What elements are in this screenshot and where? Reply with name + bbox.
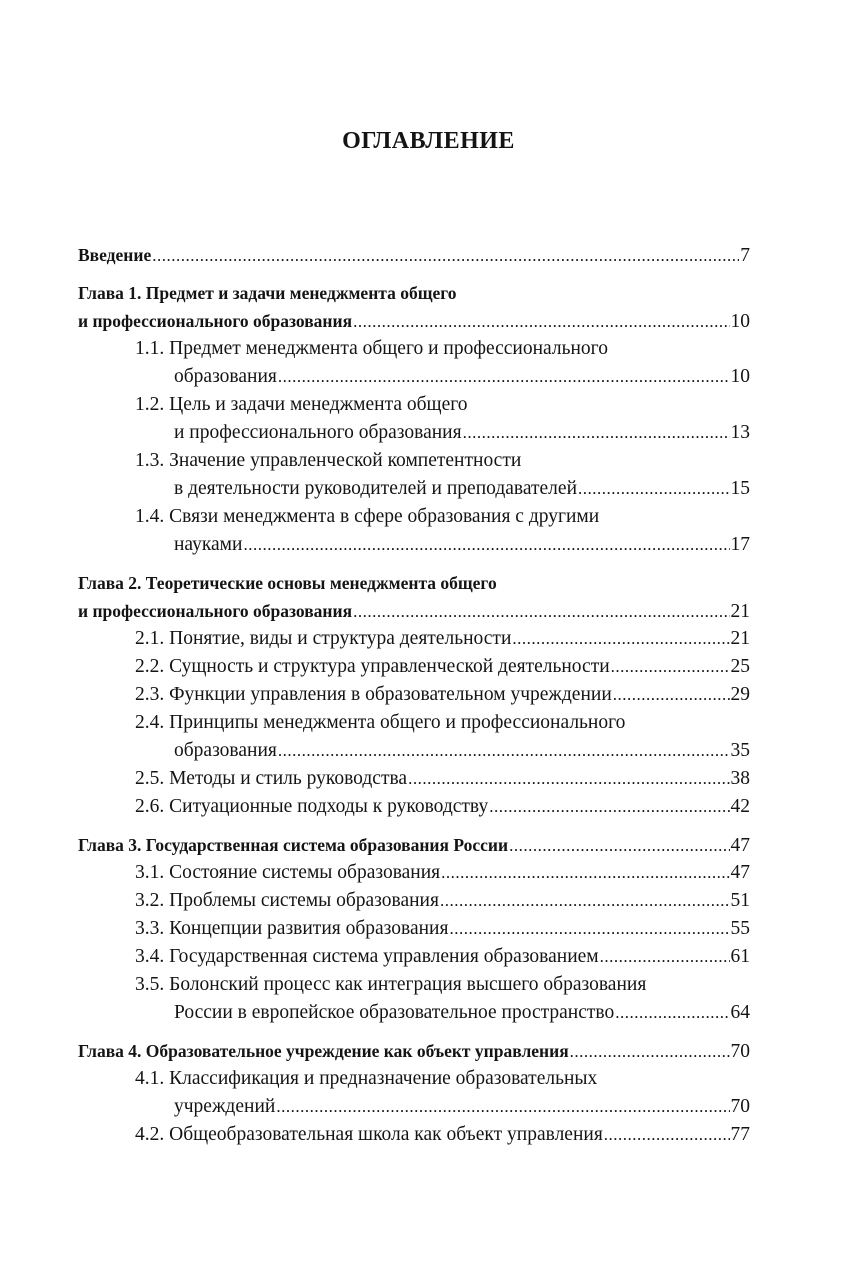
page-number: 51 bbox=[730, 890, 750, 911]
page-number: 25 bbox=[730, 656, 750, 677]
section-2-5[interactable] bbox=[78, 765, 750, 793]
entry-title: Глава 4. Образовательное учреждение как объект управления bbox=[78, 1041, 569, 1061]
page-number: 7 bbox=[740, 245, 750, 266]
entry-title: 2.1. Понятие, виды и структура деятельности bbox=[135, 628, 512, 649]
chapter-2-heading-continued[interactable] bbox=[78, 597, 750, 625]
page-number: 42 bbox=[730, 796, 750, 817]
dot-leader bbox=[512, 625, 729, 653]
page-number: 55 bbox=[730, 918, 750, 939]
page-number: 35 bbox=[730, 740, 750, 761]
chapter-1-heading[interactable] bbox=[78, 279, 750, 307]
entry-title: 1.2. Цель и задачи менеджмента общего bbox=[135, 394, 468, 415]
page-number: 47 bbox=[730, 862, 750, 883]
dot-leader bbox=[440, 887, 730, 915]
dot-leader bbox=[509, 832, 729, 860]
entry-title: 3.2. Проблемы системы образования bbox=[135, 890, 439, 911]
page-number: 47 bbox=[730, 835, 750, 856]
section-1-1[interactable] bbox=[78, 335, 750, 363]
entry-title: науками bbox=[174, 534, 243, 555]
section-3-3[interactable] bbox=[78, 915, 750, 943]
section-2-3[interactable] bbox=[78, 681, 750, 709]
entry-title: 4.1. Классификация и предназначение образовательных bbox=[135, 1068, 598, 1089]
entry-title: 2.2. Сущность и структура управленческой деятельности bbox=[135, 656, 610, 677]
page-number: 77 bbox=[730, 1124, 750, 1145]
entry-title: 2.5. Методы и стиль руководства bbox=[135, 768, 408, 789]
entry-title: 1.4. Связи менеджмента в сфере образования с другими bbox=[135, 506, 600, 527]
section-2-2[interactable] bbox=[78, 653, 750, 681]
section-3-4[interactable] bbox=[78, 943, 750, 971]
dot-leader bbox=[570, 1038, 730, 1066]
dot-leader bbox=[278, 737, 730, 765]
chapter-1-heading-continued[interactable] bbox=[78, 307, 750, 335]
entry-title: Глава 3. Государственная система образования России bbox=[78, 835, 509, 855]
section-3-1[interactable] bbox=[78, 859, 750, 887]
entry-title: 2.6. Ситуационные подходы к руководству bbox=[135, 796, 489, 817]
entry-title: учреждений bbox=[174, 1096, 276, 1117]
dot-leader bbox=[278, 363, 730, 391]
dot-leader bbox=[578, 475, 729, 503]
entry-title: и профессионального образования bbox=[174, 422, 462, 443]
section-1-2[interactable] bbox=[78, 391, 750, 419]
entry-title: Глава 2. Теоретические основы менеджмента общего bbox=[78, 573, 497, 593]
page-number: 17 bbox=[730, 534, 750, 555]
dot-leader bbox=[600, 943, 730, 971]
dot-leader bbox=[449, 915, 729, 943]
dot-leader bbox=[276, 1093, 729, 1121]
section-1-4[interactable] bbox=[78, 503, 750, 531]
dot-leader bbox=[604, 1121, 730, 1149]
section-2-4-continued[interactable] bbox=[78, 737, 750, 765]
section-3-5-continued[interactable] bbox=[78, 999, 750, 1027]
dot-leader bbox=[463, 419, 730, 447]
page-number: 10 bbox=[730, 311, 750, 332]
dot-leader bbox=[613, 681, 730, 709]
section-3-2[interactable] bbox=[78, 887, 750, 915]
table-of-contents bbox=[78, 241, 750, 1149]
page-number: 21 bbox=[730, 601, 750, 622]
dot-leader bbox=[615, 999, 729, 1027]
entry-title: 2.4. Принципы менеджмента общего и профессионального bbox=[135, 712, 626, 733]
page-number: 38 bbox=[730, 768, 750, 789]
section-2-6[interactable] bbox=[78, 793, 750, 821]
section-1-4-continued[interactable] bbox=[78, 531, 750, 559]
dot-leader bbox=[611, 653, 730, 681]
chapter-2-heading[interactable] bbox=[78, 569, 750, 597]
entry-title: 4.2. Общеобразовательная школа как объект управления bbox=[135, 1124, 603, 1145]
section-4-1-continued[interactable] bbox=[78, 1093, 750, 1121]
dot-leader bbox=[152, 242, 739, 270]
dot-leader bbox=[353, 598, 729, 626]
section-1-3[interactable] bbox=[78, 447, 750, 475]
entry-title: в деятельности руководителей и преподавателей bbox=[174, 478, 578, 499]
page-number: 21 bbox=[730, 628, 750, 649]
entry-title: образования bbox=[174, 366, 277, 387]
entry-title: 1.1. Предмет менеджмента общего и профессионального bbox=[135, 338, 608, 359]
entry-title: 3.1. Состояние системы образования bbox=[135, 862, 441, 883]
entry-title: 2.3. Функции управления в образовательном учреждении bbox=[135, 684, 612, 705]
dot-leader bbox=[243, 531, 729, 559]
entry-title: 3.4. Государственная система управления образованием bbox=[135, 946, 599, 967]
page-number: 70 bbox=[730, 1096, 750, 1117]
chapter-4-heading[interactable] bbox=[78, 1037, 750, 1065]
entry-title: 3.3. Концепции развития образования bbox=[135, 918, 449, 939]
entry-title: и профессионального образования bbox=[78, 311, 353, 331]
entry-title: России в европейское образовательное пространство bbox=[174, 1002, 615, 1023]
entry-title: и профессионального образования bbox=[78, 601, 353, 621]
dot-leader bbox=[441, 859, 729, 887]
page-number: 64 bbox=[730, 1002, 750, 1023]
page-number: 13 bbox=[730, 422, 750, 443]
entry-title: Глава 1. Предмет и задачи менеджмента общего bbox=[78, 283, 457, 303]
section-1-2-continued[interactable] bbox=[78, 419, 750, 447]
section-2-4[interactable] bbox=[78, 709, 750, 737]
page-number: 15 bbox=[730, 478, 750, 499]
page-number: 29 bbox=[730, 684, 750, 705]
page-number: 61 bbox=[730, 946, 750, 967]
dot-leader bbox=[408, 765, 729, 793]
section-4-1[interactable] bbox=[78, 1065, 750, 1093]
chapter-3-heading[interactable] bbox=[78, 831, 750, 859]
page-title: ОГЛАВЛЕНИЕ bbox=[342, 128, 515, 154]
section-3-5[interactable] bbox=[78, 971, 750, 999]
page-number: 70 bbox=[730, 1041, 750, 1062]
dot-leader bbox=[489, 793, 729, 821]
page-number: 10 bbox=[730, 366, 750, 387]
toc-entry-introduction[interactable] bbox=[78, 241, 750, 269]
entry-title: образования bbox=[174, 740, 277, 761]
section-4-2[interactable] bbox=[78, 1121, 750, 1149]
section-1-3-continued[interactable] bbox=[78, 475, 750, 503]
section-2-1[interactable] bbox=[78, 625, 750, 653]
entry-title: Введение bbox=[78, 245, 152, 265]
entry-title: 3.5. Болонский процесс как интеграция высшего образования bbox=[135, 974, 647, 995]
section-1-1-continued[interactable] bbox=[78, 363, 750, 391]
dot-leader bbox=[353, 308, 729, 336]
entry-title: 1.3. Значение управленческой компетентности bbox=[135, 450, 522, 471]
